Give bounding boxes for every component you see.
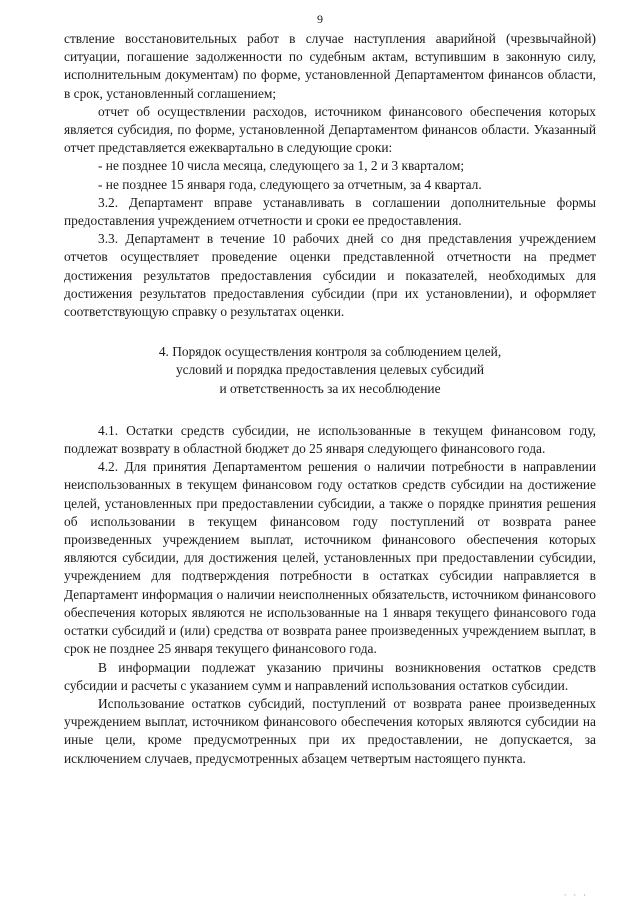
section-4-heading-line-2: условий и порядка предоставления целевых субсидий (175, 362, 485, 378)
paragraph-4-2-information: В информации подлежат указанию причины возникновения остатков средств субсидии и расчеты с указанием сумм и направлений использования остатков субсидии. (64, 659, 596, 693)
list-item-deadline-quarters: - не позднее 10 числа месяца, следующего за 1, 2 и 3 кварталом; (98, 158, 465, 174)
page-number: 9 (317, 12, 323, 26)
paragraph-4-2-usage: Использование остатков субсидий, поступлений от возврата ранее произведенных учреждением выплат, источником финансового обеспечения которых являются субсидии на иные цели, кроме предусмотренных при их предоставлении, не допускается, за исключением случаев, предусмотренных абзацем четвертым настоящего пункта. (64, 695, 596, 766)
paragraph-4-2: 4.2. Для принятия Департаментом решения о наличии потребности в направлении неиспользованных в текущем финансовом году остатков средств субсидии на достижение целей, установленных при предоставлении субсидии, а также о порядке принятия решения об использовании в текущем финансовом году поступлений от возврата ранее произведенных учреждением выплат, источником финансового обеспечения которых являются субсидии, для достижения целей, установленных при предоставлении субсидии, учреждением для подтверждения потребности в остатках субсидии направляется в Департамент информация о наличии неисполненных обязательств, источником финансового обеспечения которых являются не использованные на 1 января текущего финансового года остатки субсидий и (или) средства от возврата ранее произведенных учреждением выплат, в срок не позднее 25 января текущего финансового года. (64, 459, 596, 657)
paragraph-expense-report: отчет об осуществлении расходов, источником финансового обеспечения которых является субсидия, по форме, установленной Департаментом финансов области. Указанный отчет представляется ежеквартально в следующие сроки: (64, 103, 596, 156)
scan-edge-mark: · · · (563, 891, 588, 901)
document-body (64, 30, 596, 768)
paragraph-3-2: 3.2. Департамент вправе устанавливать в соглашении дополнительные формы предоставления учреждением отчетности и сроки ее предоставления. (64, 194, 596, 229)
paragraph-continuation: ствление восстановительных работ в случае наступления аварийной (чрезвычайной) ситуации, погашение задолженности по судебным актам, вступившим в законную силу, исполнительным документам) по форме, установленной Департаментом финансов области, в срок, установленный соглашением; (64, 31, 596, 101)
section-4-heading-line-3: и ответственность за их несоблюдение (219, 380, 441, 396)
section-4-heading (64, 343, 596, 398)
paragraph-4-1: 4.1. Остатки средств субсидии, не использованные в текущем финансовом году, подлежат возврату в областной бюджет до 25 января следующего финансового года. (64, 422, 596, 457)
paragraph-3-3: 3.3. Департамент в течение 10 рабочих дней со дня представления учреждением отчетов осуществляет проведение оценки представленной отчетности на предмет достижения результатов предоставления субсидии и показателей, необходимых для достижения результатов предоставления субсидии (при их установлении), и оформляет соответствующую справку о результатах оценки. (64, 231, 596, 320)
section-4-heading-line-1: 4. Порядок осуществления контроля за соблюдением целей, (158, 344, 502, 360)
list-item-deadline-year: - не позднее 15 января года, следующего за отчетным, за 4 квартал. (98, 176, 482, 192)
